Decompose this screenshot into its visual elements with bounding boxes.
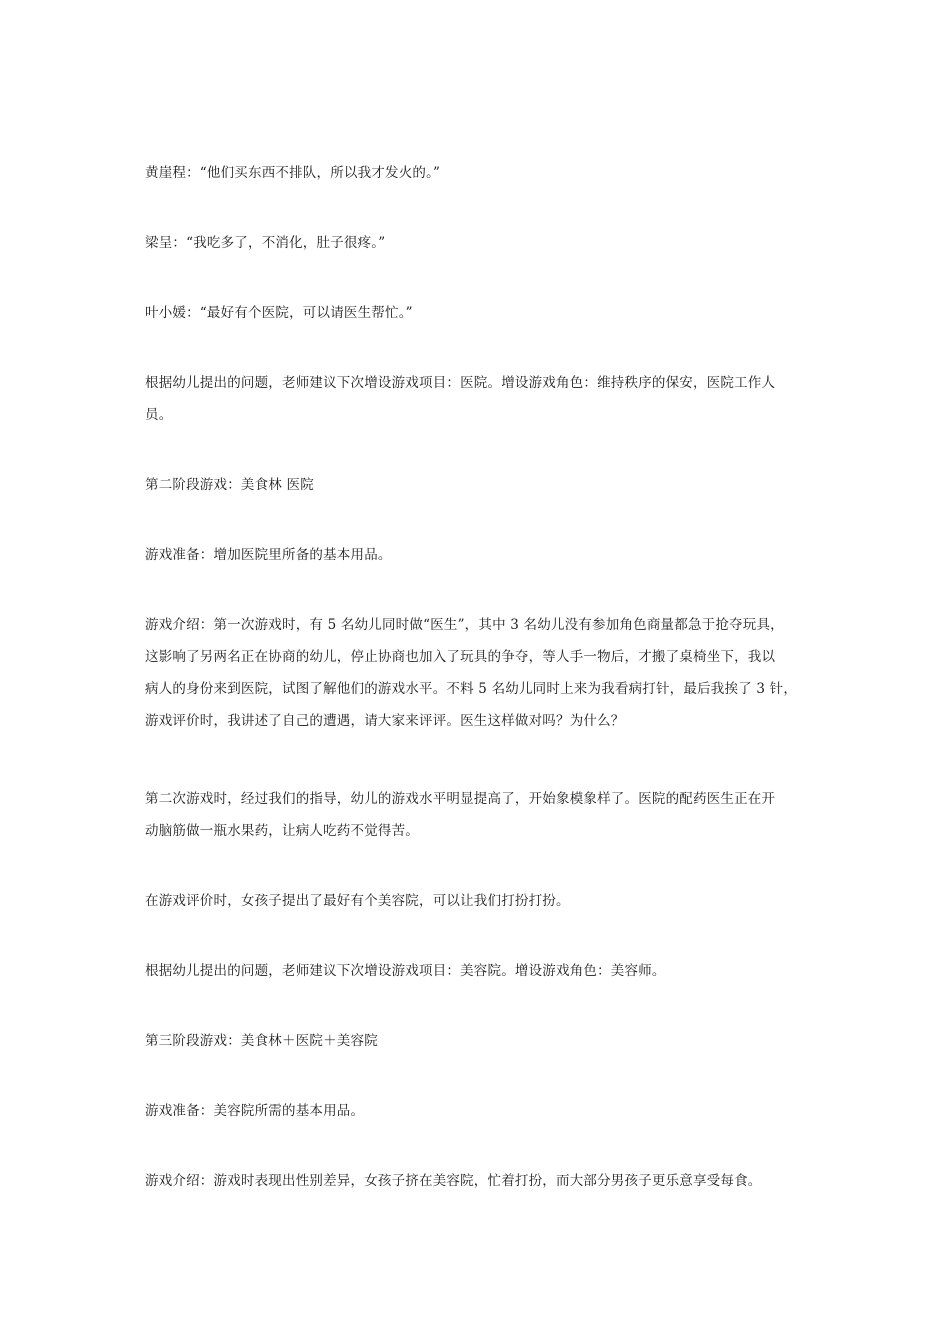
paragraph-first-game <box>145 609 815 737</box>
text-line: 第三阶段游戏：美食林＋医院＋美容院 <box>145 1033 378 1049</box>
paragraph-ye-quote <box>145 297 815 329</box>
text-line: 在游戏评价时，女孩子提出了最好有个美容院，可以让我们打扮打扮。 <box>145 893 570 909</box>
paragraph-huang-quote <box>145 157 815 189</box>
text-line: 黄崖程：“他们买东西不排队，所以我才发火的。” <box>145 165 441 181</box>
text-line: 第二阶段游戏：美食林 医院 <box>145 477 314 493</box>
text-line: 员。 <box>145 407 173 423</box>
text-line: 这影响了另两名正在协商的幼儿，停止协商也加入了玩具的争夺，等人手一物后，才搬了桌椅坐下，我以 <box>145 649 776 665</box>
text-line: 病人的身份来到医院，试图了解他们的游戏水平。不料 5 名幼儿同时上来为我看病打针，最后我挨了 3 针， <box>145 681 798 697</box>
text-line: 游戏准备：美容院所需的基本用品。 <box>145 1103 365 1119</box>
paragraph-liang-quote <box>145 227 815 259</box>
text-line: 根据幼儿提出的问题，老师建议下次增设游戏项目：医院。增设游戏角色：维持秩序的保安，医院工作人 <box>145 375 776 391</box>
text-line: 游戏评价时，我讲述了自己的遭遇，请大家来评评。医生这样做对吗？为什么？ <box>145 713 625 729</box>
paragraph-second-game <box>145 783 815 847</box>
paragraph-stage-three-introduction <box>145 1165 815 1197</box>
paragraph-stage-two-preparation <box>145 539 815 571</box>
text-line: 游戏介绍：第一次游戏时，有 5 名幼儿同时做“医生”，其中 3 名幼儿没有参加角色商量都急于抢夺玩具， <box>145 617 784 633</box>
paragraph-stage-three-preparation <box>145 1095 815 1127</box>
paragraph-beauty-salon-request <box>145 885 815 917</box>
text-line: 动脑筋做一瓶水果药，让病人吃药不觉得苦。 <box>145 823 419 839</box>
text-line: 游戏介绍：游戏时表现出性别差异，女孩子挤在美容院，忙着打扮，而大部分男孩子更乐意享受每食。 <box>145 1173 762 1189</box>
heading-stage-two <box>145 469 815 501</box>
text-line: 根据幼儿提出的问题，老师建议下次增设游戏项目：美容院。增设游戏角色：美容师。 <box>145 963 666 979</box>
text-line: 游戏准备：增加医院里所备的基本用品。 <box>145 547 392 563</box>
heading-stage-three <box>145 1025 815 1057</box>
paragraph-hospital-suggestion <box>145 367 815 431</box>
paragraph-beauty-salon-suggestion <box>145 955 815 987</box>
text-line: 叶小媛：“最好有个医院，可以请医生帮忙。” <box>145 305 413 321</box>
text-line: 第二次游戏时，经过我们的指导，幼儿的游戏水平明显提高了，开始象模象样了。医院的配药医生正在开 <box>145 791 776 807</box>
text-line: 梁呈：“我吃多了，不消化，肚子很疼。” <box>145 235 386 251</box>
